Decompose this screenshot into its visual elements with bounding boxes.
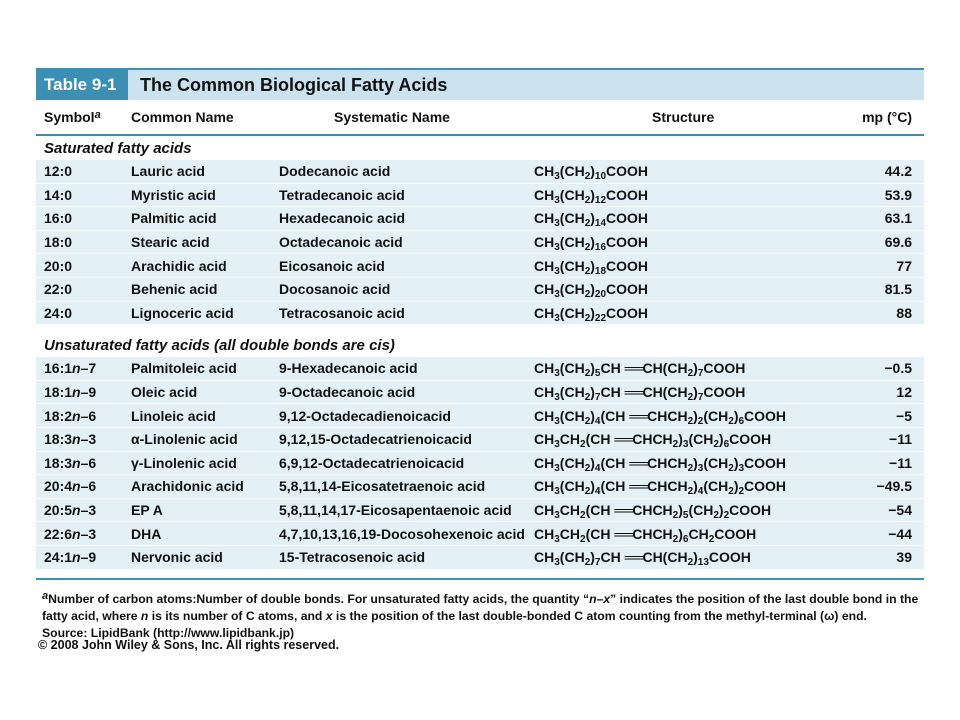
table-row [36, 302, 924, 326]
cell-systematic-name: 4,7,10,13,16,19-Docosohexenoic acid [279, 525, 525, 542]
cell-systematic-name: 6,9,12-Octadecatrienoicacid [279, 454, 465, 471]
cell-common-name: Myristic acid [131, 186, 216, 203]
cell-common-name: EP A [131, 502, 163, 519]
cell-mp: −49.5 [876, 478, 912, 495]
cell-mp: 88 [896, 304, 912, 321]
cell-symbol: 22:0 [44, 281, 73, 298]
table-row [36, 184, 924, 208]
cell-systematic-name: 9-Octadecanoic acid [279, 384, 416, 401]
footnote-mark: a [42, 589, 49, 602]
cell-common-name: α-Linolenic acid [131, 431, 238, 448]
footnote-source: Source: LipidBank (http://www.lipidbank.jp) [42, 625, 295, 640]
header-symbol [36, 109, 131, 125]
cell-structure: $CH_3CH_2(CH$ $══CHCH_2)_3(CH_2)_6COOH$ [534, 431, 772, 451]
cell-structure: $CH_3CH_2(CH$ $══CHCH_2)_6CH_2COOH$ [534, 525, 757, 545]
cell-mp: 53.9 [884, 186, 912, 203]
cell-common-name: Lignoceric acid [131, 304, 234, 321]
cell-symbol: 24:1n–9 [44, 549, 97, 566]
cell-structure: $CH_3(CH_2)_{16}COOH$ [534, 234, 649, 254]
cell-common-name: DHA [131, 525, 162, 542]
cell-structure: $CH_3(CH_2)_{12}COOH$ [534, 186, 649, 206]
cell-structure: $CH_3(CH_2)_{10}COOH$ [534, 163, 649, 183]
table-row [36, 522, 924, 546]
cell-structure: $CH_3(CH_2)_{22}COOH$ [534, 304, 649, 324]
table-body [36, 136, 924, 570]
cell-symbol: 18:2n–6 [44, 407, 97, 424]
cell-symbol: 16:0 [44, 210, 73, 227]
cell-systematic-name: Tetracosanoic acid [279, 304, 405, 321]
cell-mp: −5 [896, 407, 912, 424]
cell-common-name: Arachidonic acid [131, 478, 244, 495]
cell-systematic-name: Docosanoic acid [279, 281, 391, 298]
table-number: Table 9-1 [36, 70, 128, 100]
cell-structure: $CH_3(CH_2)_5CH$ $══CH(CH_2)_7COOH$ [534, 360, 746, 380]
cell-systematic-name: Octadecanoic acid [279, 234, 403, 251]
footnote [36, 588, 924, 642]
section-title: Saturated fatty acids [44, 139, 192, 157]
cell-systematic-name: Dodecanoic acid [279, 163, 391, 180]
cell-structure: $CH_3(CH_2)_{14}COOH$ [534, 210, 649, 230]
cell-structure: $CH_3(CH_2)_{20}COOH$ [534, 281, 649, 301]
table-row [36, 357, 924, 381]
table-row [36, 381, 924, 405]
table-row [36, 452, 924, 476]
cell-mp: 81.5 [884, 281, 912, 298]
cell-systematic-name: Tetradecanoic acid [279, 186, 405, 203]
table-row [36, 428, 924, 452]
cell-systematic-name: 9,12-Octadecadienoicacid [279, 407, 451, 424]
column-header-row [36, 100, 924, 136]
cell-mp: −11 [889, 431, 912, 448]
cell-mp: −44 [888, 525, 912, 542]
table-row [36, 278, 924, 302]
header-systematic-name: Systematic Name [334, 109, 450, 125]
footnote-text: Number of carbon atoms:Number of double bonds. For unsaturated fatty acids, the quantity “n–x” indicates the position of the last double bond in the fatty acid, where n is its number of C atoms, and x is the position of the last double-bonded C atom counting from the methyl-terminal (ω) end. [42, 591, 919, 623]
cell-mp: 77 [896, 257, 912, 274]
table-row [36, 207, 924, 231]
cell-common-name: Arachidic acid [131, 257, 227, 274]
header-footnote-mark: a [94, 109, 101, 121]
cell-mp: −0.5 [884, 360, 912, 377]
header-structure: Structure [652, 109, 715, 125]
cell-symbol: 18:0 [44, 234, 73, 251]
cell-symbol: 20:4n–6 [44, 478, 97, 495]
cell-symbol: 20:5n–3 [44, 502, 97, 519]
cell-common-name: Lauric acid [131, 163, 205, 180]
cell-symbol: 18:3n–3 [44, 431, 97, 448]
table-row [36, 499, 924, 523]
cell-structure: $CH_3CH_2(CH$ $══CHCH_2)_5(CH_2)_2COOH$ [534, 502, 772, 522]
cell-structure: $CH_3(CH_2)_4(CH$ $══CHCH_2)_3(CH_2)_3COOH$ [534, 454, 787, 474]
section-gap [36, 325, 924, 333]
table-row [36, 475, 924, 499]
table-bottom-rule [36, 570, 924, 580]
cell-mp: −11 [889, 454, 912, 471]
cell-structure: $CH_3(CH_2)_7CH$ $══CH(CH_2)_{13}COOH$ [534, 549, 751, 569]
cell-mp: 63.1 [884, 210, 912, 227]
cell-mp: 12 [896, 384, 912, 401]
table-row [36, 231, 924, 255]
cell-mp: 44.2 [884, 163, 912, 180]
cell-common-name: Behenic acid [131, 281, 218, 298]
cell-symbol: 22:6n–3 [44, 525, 97, 542]
cell-common-name: Stearic acid [131, 234, 210, 251]
fatty-acids-table [36, 68, 924, 642]
cell-common-name: Linoleic acid [131, 407, 216, 424]
cell-symbol: 24:0 [44, 304, 73, 321]
cell-structure: $CH_3(CH_2)_{18}COOH$ [534, 257, 649, 277]
table-title: The Common Biological Fatty Acids [140, 74, 448, 95]
cell-symbol: 12:0 [44, 163, 73, 180]
cell-systematic-name: Eicosanoic acid [279, 257, 385, 274]
cell-systematic-name: 15-Tetracosenoic acid [279, 549, 426, 566]
cell-structure: $CH_3(CH_2)_4(CH$ $══CHCH_2)_2(CH_2)_6COOH$ [534, 407, 787, 427]
cell-common-name: Oleic acid [131, 384, 198, 401]
table-row [36, 546, 924, 570]
cell-common-name: Palmitoleic acid [131, 360, 237, 377]
cell-symbol: 14:0 [44, 186, 73, 203]
table-title-bar [36, 68, 924, 100]
header-symbol-label: Symbol [44, 109, 95, 125]
cell-symbol: 20:0 [44, 257, 73, 274]
cell-mp: 39 [896, 549, 912, 566]
cell-systematic-name: 5,8,11,14,17-Eicosapentaenoic acid [279, 502, 512, 519]
table-row [36, 404, 924, 428]
cell-structure: $CH_3(CH_2)_7CH$ $══CH(CH_2)_7COOH$ [534, 384, 746, 404]
table-row [36, 160, 924, 184]
cell-systematic-name: 5,8,11,14-Eicosatetraenoic acid [279, 478, 486, 495]
section-title: Unsaturated fatty acids (all double bonds are cis) [44, 336, 395, 354]
cell-common-name: Nervonic acid [131, 549, 223, 566]
cell-systematic-name: 9-Hexadecanoic acid [279, 360, 418, 377]
cell-symbol: 16:1n–7 [44, 360, 97, 377]
cell-common-name: γ-Linolenic acid [131, 454, 237, 471]
table-row [36, 254, 924, 278]
cell-symbol: 18:3n–6 [44, 454, 97, 471]
cell-systematic-name: 9,12,15-Octadecatrienoicacid [279, 431, 472, 448]
cell-symbol: 18:1n–9 [44, 384, 97, 401]
header-common-name: Common Name [131, 109, 234, 125]
cell-mp: 69.6 [884, 234, 912, 251]
cell-mp: −54 [888, 502, 912, 519]
cell-systematic-name: Hexadecanoic acid [279, 210, 406, 227]
cell-common-name: Palmitic acid [131, 210, 217, 227]
cell-structure: $CH_3(CH_2)_4(CH$ $══CHCH_2)_4(CH_2)_2COOH$ [534, 478, 787, 498]
copyright-notice: © 2008 John Wiley & Sons, Inc. All rights reserved. [38, 638, 340, 652]
header-mp: mp (°C) [862, 109, 912, 125]
